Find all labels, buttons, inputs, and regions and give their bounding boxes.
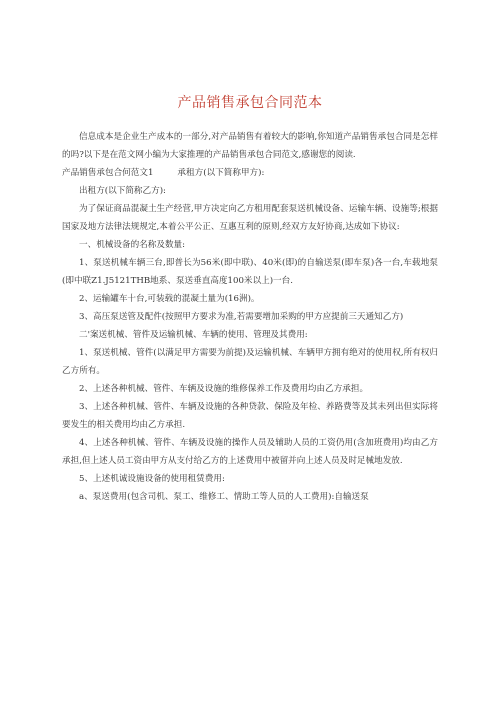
item-1-1: 1、泵送机械车辆三台,即普长为56米(即中联)、40米(即)的自输送泵(即车泵)各一台,车载地泵(即中联Z1.J5121THB地系、泵送垂直高度100米以上)一台. <box>62 258 438 286</box>
document-title: 产品销售承包合同范本 <box>177 95 323 111</box>
item-2-5a: a、泵送费用(包含司机、泵工、维修工、情助工等人员的人工费用):自输送泵 <box>79 492 369 502</box>
section-heading-1: 一、机械设备的名称及数量: <box>79 240 186 250</box>
document-body <box>62 128 438 506</box>
intro-paragraph: 信息成本是企业生产成本的一部分,对产品销售有着较大的影响,你知道产品销售承包合同是怎样的吗?以下是在范文网小编为大家推理的产品销售承包合同范文,感谢您的阅读. <box>62 132 438 160</box>
item-1-2: 2、运输罐车十台,可装载的混凝土量为(16洲)。 <box>79 294 260 304</box>
section-heading-2: 二'案送机械、管件及运输机械、车辆的使用、管理及其费用: <box>79 330 308 340</box>
sample-line <box>62 164 438 182</box>
item-2-5: 5、上述机诚设施设备的使用租赁费用: <box>79 474 225 484</box>
sample-label: 产品销售承包合何范文1 <box>62 168 154 178</box>
lessee-line: 出租方(以下简称乙方): <box>79 186 166 196</box>
item-2-4: 4、上述各种机械、管件、车辆及设施的操作人员及辅助人员的工资仍用(含加班费用)均由乙方承担,但上述人员工资由甲方从支付给乙方的上述费用中被留并向上述人员及时足械地发放. <box>62 438 438 466</box>
item-2-2: 2、上述各种机械、管件、车辆及设施的维修保养工作及费用均由乙方承担。 <box>79 384 369 394</box>
item-2-1: 1、泵送机械、管件(以满足甲方需要为前提)及运输机械、车辆甲方拥有绝对的使用权,所有权归乙方所有。 <box>62 348 438 376</box>
lessor-line: 承租方(以下简称甲方): <box>177 168 265 178</box>
item-2-3: 3、上述各种机械、管件、车辆及设施的各种贷款、保险及年检、养路费等及其未列出但实际将要发生的相关费用均由乙方承担. <box>62 402 438 430</box>
purpose-paragraph: 为了保证商品混凝土生产经营,甲方决定向乙方租用配套泵送机械设备、运输车辆、设施等;根据国家及地方法律法规规定,本着公平公正、互惠互利的原则,经双方友好协商,达成如下协议: <box>62 204 438 232</box>
item-1-3: 3、高压泵送管及配件(按照甲方要求为准,若需要增加采购的甲方应提前三天通知乙方) <box>79 312 404 322</box>
